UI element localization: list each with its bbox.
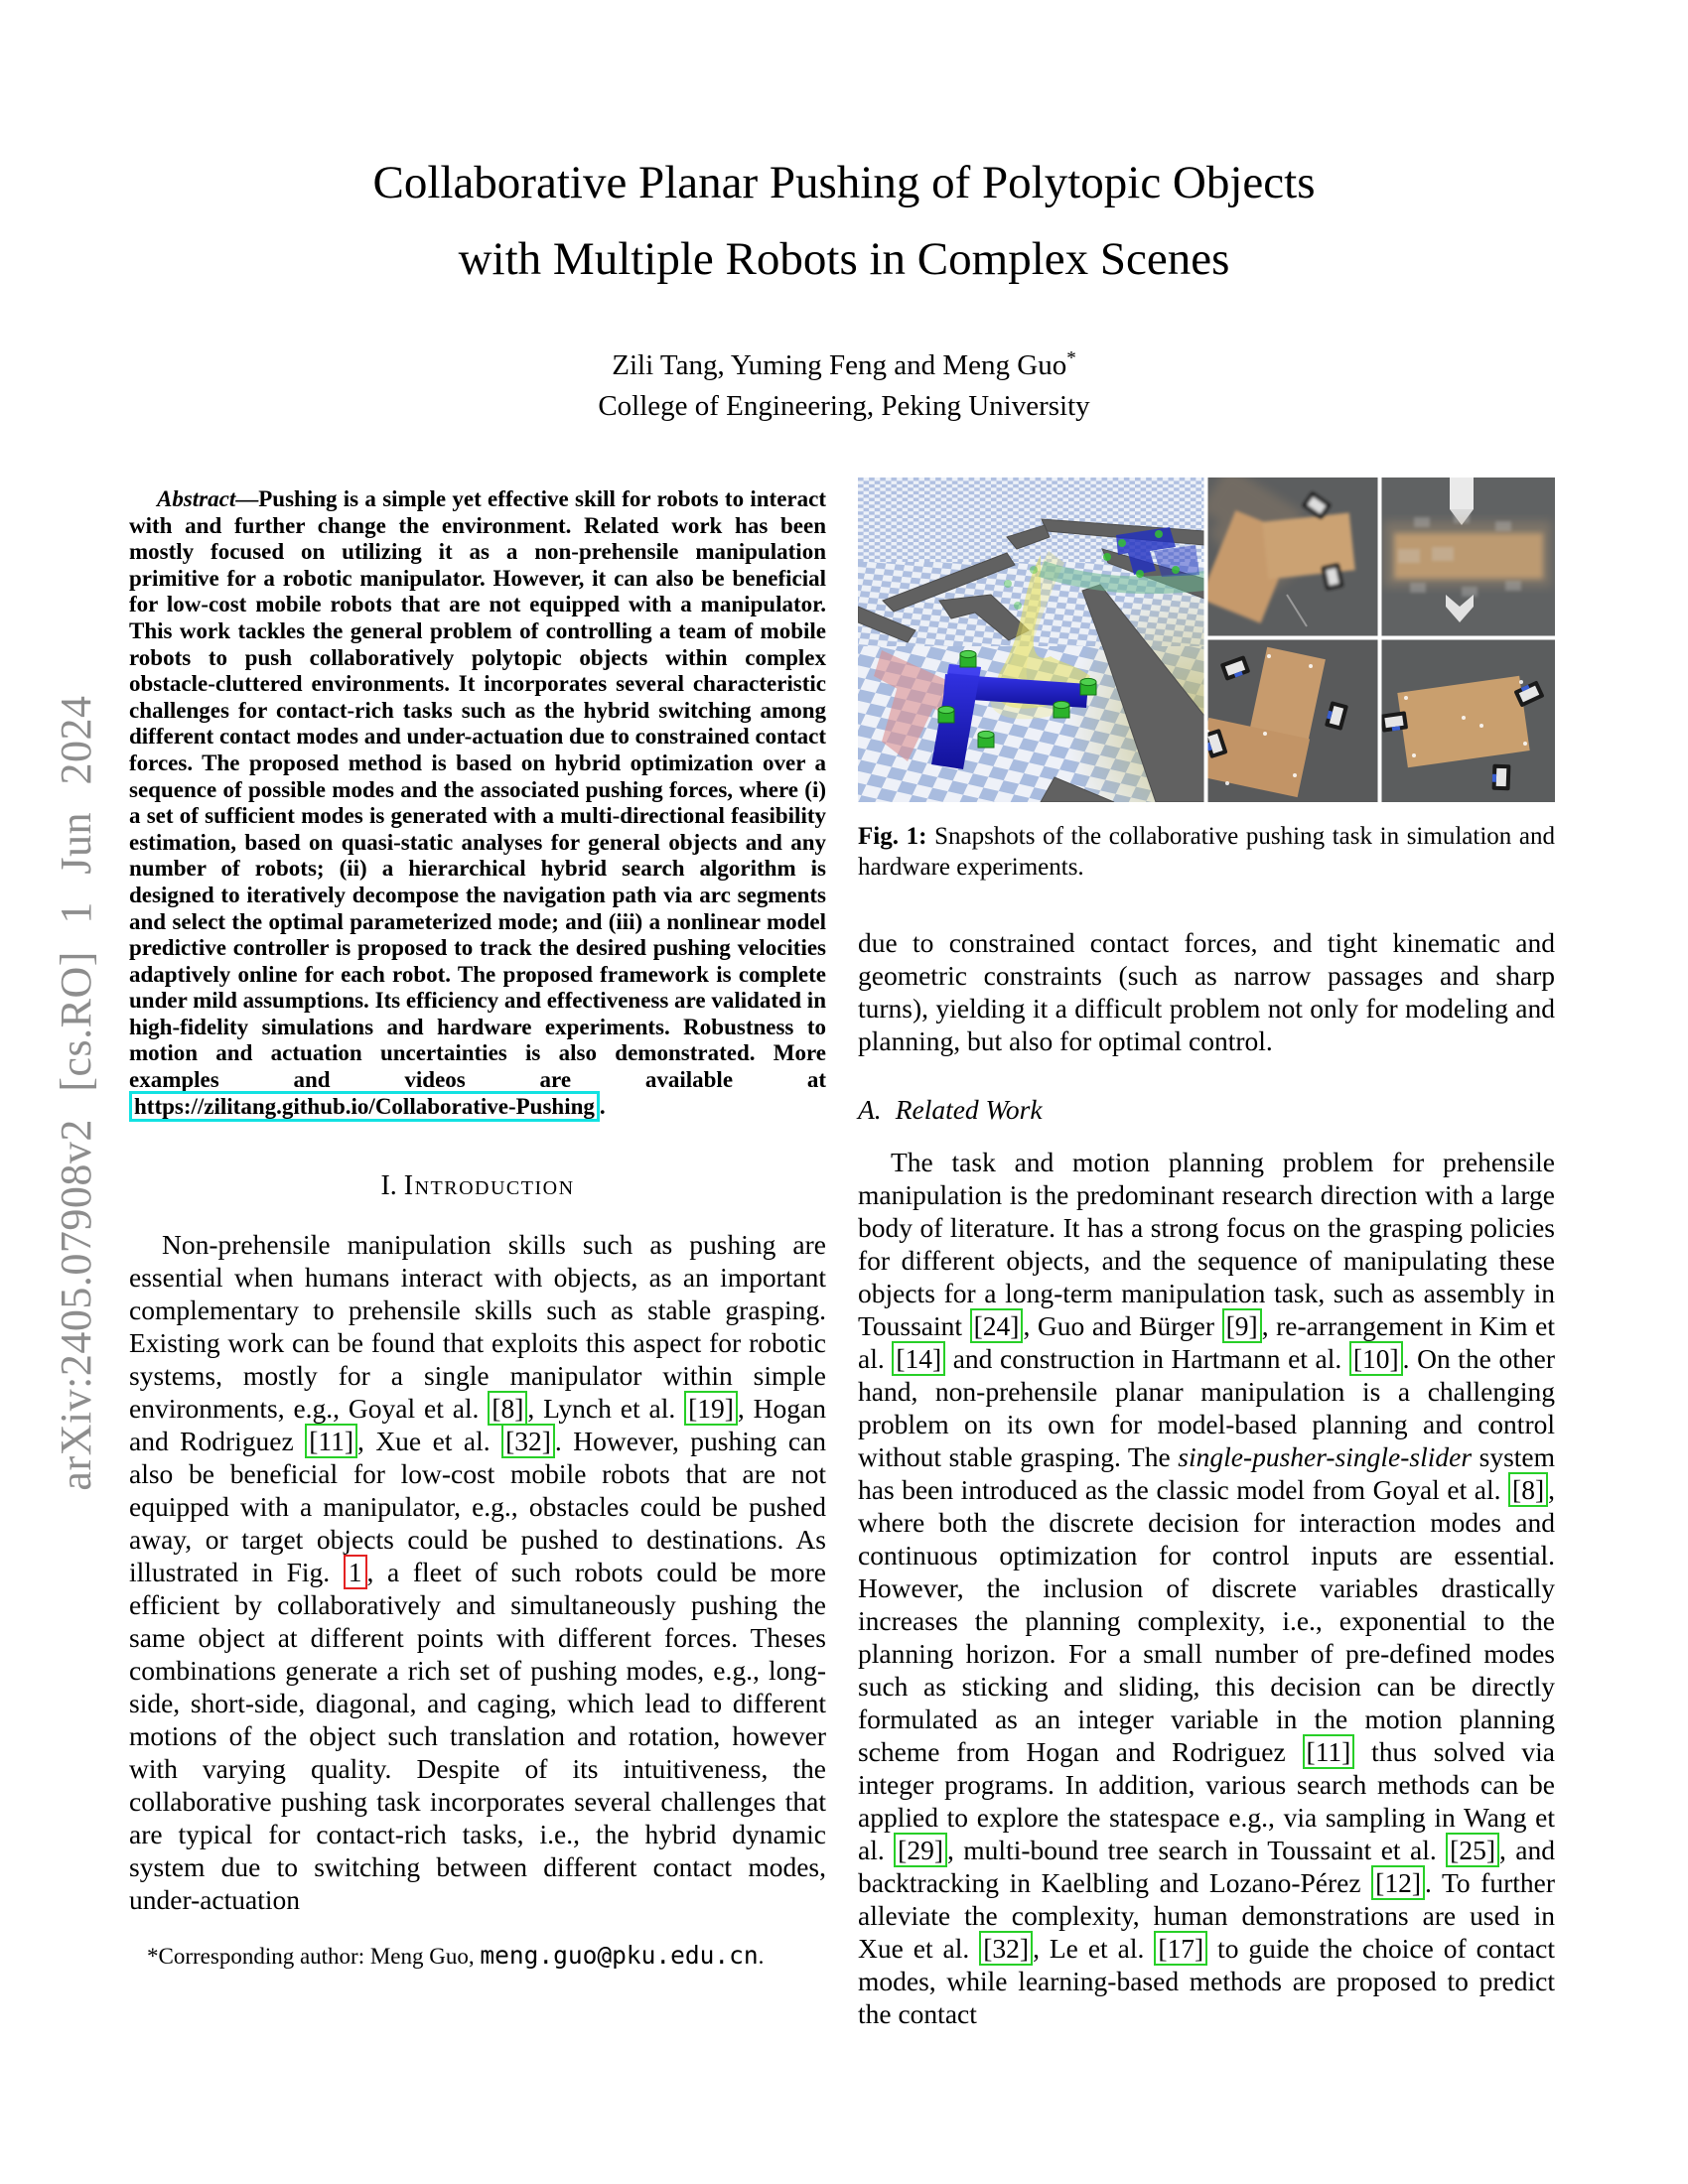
abstract-body: Pushing is a simple yet effective skill for robots to interact with and further change the environment. Related work has been mostly focused on utilizing it as a non-prehensile manipulation primitive for a robotic manipulator. However, it can also be beneficial for low-cost mobile robots that are not equipped with a manipulator. This work tackles the general problem of controlling a team of mobile robots to push collaboratively polytopic objects within complex obstacle-cluttered environments. It incorporates several characteristic challenges for contact-rich tasks such as the hybrid switching among different contact modes and under-actuation due to constrained contact forces. The proposed method is based on hybrid optimization over a sequence of possible modes and the associated pushing forces, where (i) a set of sufficient modes is generated with a multi-directional feasibility estimation, based on quasi-static analyses for general objects and any number of robots; (ii) a hierarchical hybrid search algorithm is designed to iteratively decompose the navigation path via arc segments and select the optimal parameterized mode; and (iii) a nonlinear model predictive controller is proposed to track the desired pushing velocities adaptively online for each robot. The proposed framework is complete under mild assumptions. Its efficiency and effectiveness are validated in high-fidelity simulations and hardware experiments. Robustness to motion and actuation uncertainties is also demonstrated. More examples and videos are available at [129, 486, 826, 1093]
author-affiliation: College of Engineering, Peking University [598, 390, 1090, 422]
citation-link[interactable]: [17] [1154, 1931, 1207, 1966]
citation-link[interactable]: [9] [1222, 1308, 1262, 1343]
citation-link[interactable]: [14] [892, 1341, 945, 1376]
project-url-link[interactable]: https://zilitang.github.io/Collaborative-Pushing [129, 1091, 600, 1122]
citation-link[interactable]: [8] [488, 1391, 527, 1426]
abstract-paragraph: Abstract—Pushing is a simple yet effective skill for robots to interact with and further change the environment. Related work has been mostly focused on utilizing it as a non-prehensile manipulation primitive for a robotic manipulator. However, it can also be beneficial for low-cost mobile robots that are not equipped with a manipulator. This work tackles the general problem of controlling a team of mobile robots to push collaboratively polytopic objects within complex obstacle-cluttered environments. It incorporates several characteristic challenges for contact-rich tasks such as the hybrid switching among different contact modes and under-actuation due to constrained contact forces. The proposed method is based on hybrid optimization over a sequence of possible modes and the associated pushing forces, where (i) a set of sufficient modes is generated with a multi-directional feasibility estimation, based on quasi-static analyses for general objects and any number of robots; (ii) a hierarchical hybrid search algorithm is designed to iteratively decompose the navigation path via arc segments and select the optimal parameterized mode; and (iii) a nonlinear model predictive controller is proposed to track the desired pushing velocities adaptively online for each robot. The proposed framework is complete under mild assumptions. Its efficiency and effectiveness are validated in high-fidelity simulations and hardware experiments. Robustness to motion and actuation uncertainties is also demonstrated. More examples and videos are available at https://zilitang.github.io/Collaborative-Pushing . [129, 486, 826, 1120]
subsection-heading-related-work [858, 1093, 1555, 1126]
citation-link[interactable]: [19] [684, 1391, 738, 1426]
figure-ref-link[interactable]: 1 [344, 1555, 367, 1589]
left-column [129, 486, 826, 1970]
continuation-paragraph: due to constrained contact forces, and tight kinematic and geometric constraints (such as narrow passages and sharp turns), yielding it a difficult problem not only for modeling and planning, but also for optimal control. [858, 927, 1555, 1056]
email-address: meng.guo@pku.edu.cn [480, 1941, 759, 1971]
citation-link[interactable]: [11] [1303, 1734, 1355, 1769]
section-title: Introduction [403, 1170, 575, 1202]
paper-title [0, 145, 1688, 298]
citation-link[interactable]: [32] [979, 1931, 1033, 1966]
corresponding-author-footnote: *Corresponding author: Meng Guo, meng.guo@pku.edu.cn. [147, 1941, 765, 1971]
section-heading-introduction [129, 1169, 826, 1202]
figure-1 [858, 478, 1555, 802]
author-block [0, 345, 1688, 427]
corresponding-author-asterisk: * [1066, 347, 1076, 369]
citation-link[interactable]: [11] [305, 1424, 357, 1458]
citation-link[interactable]: [8] [1508, 1472, 1548, 1507]
right-column [858, 478, 1555, 2030]
subsection-title: Related Work [895, 1094, 1043, 1125]
related-work-paragraph: The task and motion planning problem for prehensile manipulation is the predominant research direction with a large body of literature. It has a strong focus on the grasping policies for different objects, and the sequence of manipulating these objects for a long-term manipulation task, such as assembly in Toussaint [24] , Guo and Bürger [9] , re-arrangement in Kim et al. [14] and construction in Hartmann et al. [10] . On the other hand, non-prehensile planar manipulation is a challenging problem on its own for model-based planning and control without stable grasping. The single-pusher-single-slider system has been introduced as the classic model from Goyal et al. [8] , where both the discrete decision for interaction modes and continuous optimization for control inputs are essential. However, the inclusion of discrete variables drastically increases the planning complexity, i.e., exponential to the planning horizon. For a small number of pre-defined modes such as sticking and sliding, this decision can be directly formulated as an integer variable in the motion planning scheme from Hogan and Rodriguez [11] thus solved via integer programs. In addition, various search methods can be applied to explore the statespace e.g., via sampling in Wang et al. [29] , multi-bound tree search in Toussaint et al. [25] , and backtracking in Kaelbling and Lozano-Pérez [12] . To further alleviate the complexity, human demonstrations are used in Xue et al. [32] , Le et al. [17] to guide the choice of contact modes, while learning-based methods are proposed to predict the contact [858, 1147, 1556, 2029]
author-names: Zili Tang, Yuming Feng and Meng Guo* [612, 347, 1076, 381]
title-line-2: with Multiple Robots in Complex Scenes [458, 233, 1230, 285]
figure-1-caption-label: Fig. 1: [858, 823, 927, 850]
citation-link[interactable]: [32] [501, 1424, 555, 1458]
subsection-number: A. [858, 1094, 882, 1125]
hw-photo-bottom-right [1380, 639, 1555, 802]
section-number: I. [380, 1170, 397, 1202]
figure-1-caption [858, 822, 1555, 883]
hw-photo-bottom-left [1196, 639, 1378, 802]
introduction-paragraph: Non-prehensile manipulation skills such as pushing are essential when humans interact with objects, as an important complementary to prehensile skills such as stable grasping. Existing work can be found that exploits this aspect for robotic systems, mostly for a single manipulator within simple environments, e.g., Goyal et al. [8] , Lynch et al. [19] , Hogan and Rodriguez [11] , Xue et al. [32] . However, pushing can also be beneficial for low-cost mobile robots that are not equipped with a manipulator, e.g., obstacles could be pushed away, or target objects could be pushed to destinations. As illustrated in Fig. 1 , a fleet of such robots could be more efficient by collaboratively and simultaneously pushing the same object at different points with different forces. Theses combinations generate a rich set of pushing modes, e.g., long-side, short-side, diagonal, and caging, which lead to different motions of the object such translation and rotation, however with varying quality. Despite of its intuitiveness, the collaborative pushing task incorporates several challenges that are typical for contact-rich tasks, i.e., the hybrid dynamic system due to switching between different contact modes, under-actuation [129, 1229, 826, 1916]
italic-term: single-pusher-single-slider [1178, 1441, 1473, 1472]
citation-link[interactable]: [25] [1446, 1833, 1499, 1867]
citation-link[interactable]: [24] [970, 1308, 1024, 1343]
title-line-1: Collaborative Planar Pushing of Polytopic Objects [372, 157, 1316, 208]
hw-photo-top-right [1381, 478, 1555, 636]
arxiv-watermark: arXiv:2405.07908v2 [cs.RO] 1 Jun 2024 [52, 695, 100, 1491]
citation-link[interactable]: [10] [1349, 1341, 1403, 1376]
figure-1-image [858, 478, 1555, 802]
figure-1-caption-text: Snapshots of the collaborative pushing task in simulation and hardware experiments. [858, 823, 1555, 881]
citation-link[interactable]: [12] [1371, 1865, 1425, 1900]
hw-photo-top-left [1199, 478, 1378, 636]
citation-link[interactable]: [29] [894, 1833, 947, 1867]
abstract-label: Abstract [157, 486, 236, 511]
